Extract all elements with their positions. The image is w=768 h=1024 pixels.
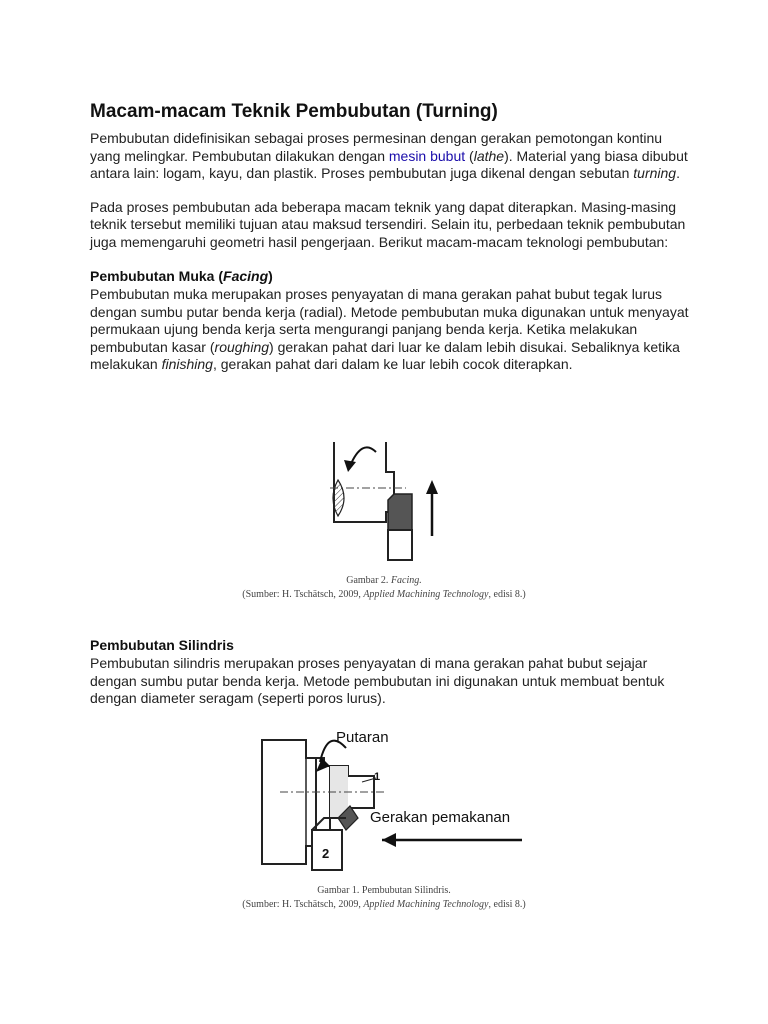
silindris-diagram [250, 722, 530, 880]
chuck-outline [262, 740, 316, 864]
mesin-bubut-link[interactable]: mesin bubut [388, 147, 466, 164]
rotation-arrowhead [344, 460, 356, 472]
facing-diagram [326, 436, 446, 564]
overview-paragraph: Pada proses pembubutan ada beberapa macam teknik yang dapat diterapkan. Masing-masing teknik tersebut memiliki tujuan atau maksud tersendiri. Selain itu, perbedaan teknik pembubutan juga memengaruhi geometri hasil pengerjaan. Berikut macam-macam teknologi pembubutan: [90, 198, 686, 250]
feed-arrowhead [382, 833, 396, 847]
page-title: Macam-macam Teknik Pembubutan (Turning) [90, 101, 498, 122]
cutting-tool-shank [388, 530, 412, 560]
feed-arrowhead [426, 480, 438, 494]
cutting-tool-tip [388, 494, 412, 530]
silindris-source: (Sumber: H. Tschätsch, 2009, Applied Machining Technology, edisi 8.) [242, 899, 526, 910]
document-body [90, 100, 690, 390]
label-putaran: Putaran [336, 729, 389, 746]
silindris-heading: Pembubutan Silindris [90, 637, 234, 653]
workpiece-outline [334, 442, 394, 522]
silindris-section [90, 636, 690, 724]
silindris-paragraph: Pembubutan silindris merupakan proses penyayatan di mana gerakan pahat bubut sejajar dengan sumbu putar benda kerja. Metode pembubutan ini digunakan untuk membuat bentuk dengan diameter seragam (seperti poros lurus). [90, 655, 665, 706]
label-gerakan: Gerakan pemakanan [370, 809, 511, 826]
rotation-arrowhead [316, 758, 330, 772]
silindris-caption: Gambar 1. Pembubutan Silindris. [317, 885, 451, 896]
label-1: 1 [374, 771, 381, 783]
label-2: 2 [322, 846, 330, 861]
facing-paragraph: Pembubutan muka merupakan proses penyayatan di mana gerakan pahat bubut tegak lurus dengan sumbu putar benda kerja (radial). Metode pembubutan muka digunakan untuk menyayat permukaan ujung benda kerja serta mengurangi panjang benda kerja. Ketika melakukan pembubutan kasar (roughing) gerakan pahat dari luar ke dalam lebih disukai. Sebaliknya ketika melakukan finishing, gerakan pahat dari dalam ke luar lebih cocok diterapkan. [90, 286, 689, 372]
facing-source: (Sumber: H. Tschätsch, 2009, Applied Machining Technology, edisi 8.) [242, 589, 526, 600]
facing-caption: Gambar 2. Facing. [346, 575, 422, 586]
intro-paragraph: Pembubutan didefinisikan sebagai proses permesinan dengan gerakan pemotongan kontinu yang melingkar. Pembubutan dilakukan dengan mesin bubut (lathe). Material yang biasa dibubut antara lain: logam, kayu, dan plastik. Proses pembubutan juga dikenal dengan sebutan turning. [90, 130, 688, 181]
facing-heading: Pembubutan Muka (Facing) [90, 268, 273, 284]
